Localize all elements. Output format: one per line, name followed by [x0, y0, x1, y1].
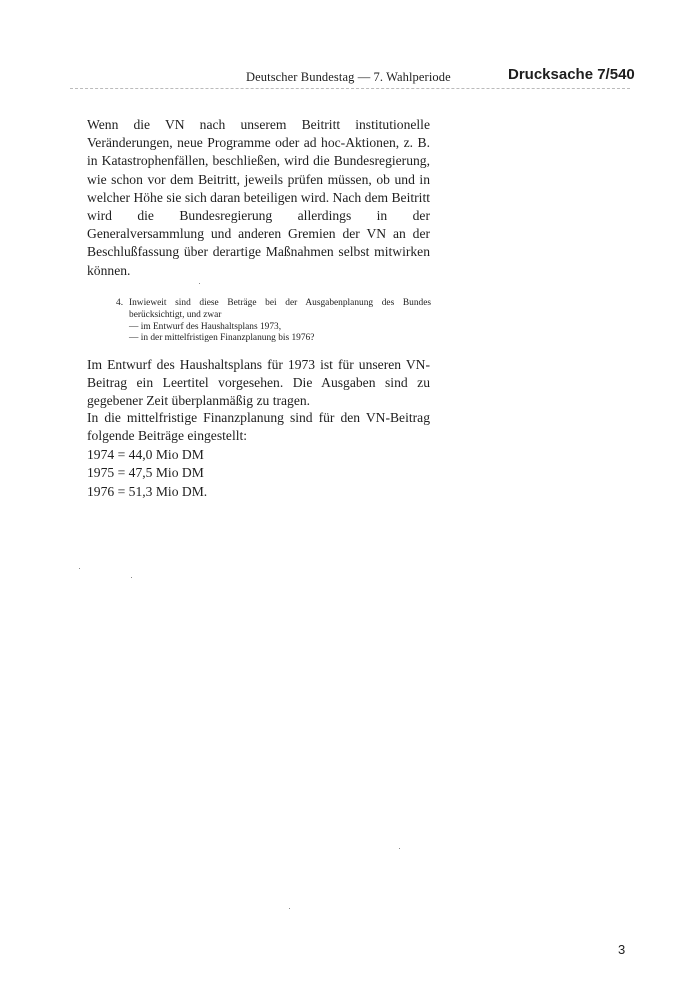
paragraph-financial-planning: In die mittelfristige Finanzplanung sind für den VN-Beitrag folgende Beiträge eingestellt:: [87, 410, 430, 444]
question-block: [116, 298, 431, 345]
contribution-1974: 1974 = 44,0 Mio DM: [87, 447, 204, 462]
contribution-1976: 1976 = 51,3 Mio DM.: [87, 483, 208, 499]
scan-speck: [199, 283, 200, 284]
scan-speck: [399, 848, 400, 849]
paragraph-accession-participation: Wenn die VN nach unserem Beitritt institutionelle Veränderungen, neue Programme oder ad hoc-Aktionen, z. B. in Katastrophenfällen, beschließen, wird die Bundesregierung, wie schon vor dem Beitritt, jeweils prüfen müssen, ob und in welcher Höhe sie sich daran beteiligen wird. Nach dem Beitritt wird die Bundesregierung allerdings in der Generalversammlung und anderen Gremien der VN an der Beschlußfassung über derartige Maßnahmen selbst mitwirken können.: [87, 117, 430, 278]
contribution-list: [87, 446, 207, 501]
question-item-budget-1973: — im Entwurf des Haushaltsplans 1973,: [129, 321, 282, 332]
contribution-1975: 1975 = 47,5 Mio DM: [87, 465, 204, 481]
scan-speck: [289, 908, 290, 909]
scan-speck: [79, 568, 80, 569]
question-number: 4.: [116, 298, 124, 308]
question-text: Inwieweit sind diese Beträge bei der Ausgabenplanung des Bundes berücksichtigt, und zwar: [129, 298, 431, 320]
running-header-publication: Deutscher Bundestag — 7. Wahlperiode: [246, 70, 451, 84]
question-item-financial-planning: — in der mittelfristigen Finanzplanung bis 1976?: [129, 333, 315, 344]
scan-speck: [131, 577, 132, 578]
document-number: Drucksache 7/540: [508, 66, 635, 83]
paragraph-budget-1973: Im Entwurf des Haushaltsplans für 1973 ist für unseren VN-Beitrag ein Leertitel vorgesehen. Die Ausgaben sind zu gegebener Zeit überplanmäßig zu tragen.: [87, 357, 430, 409]
page-number: 3: [618, 942, 626, 957]
header-rule: [70, 88, 630, 89]
